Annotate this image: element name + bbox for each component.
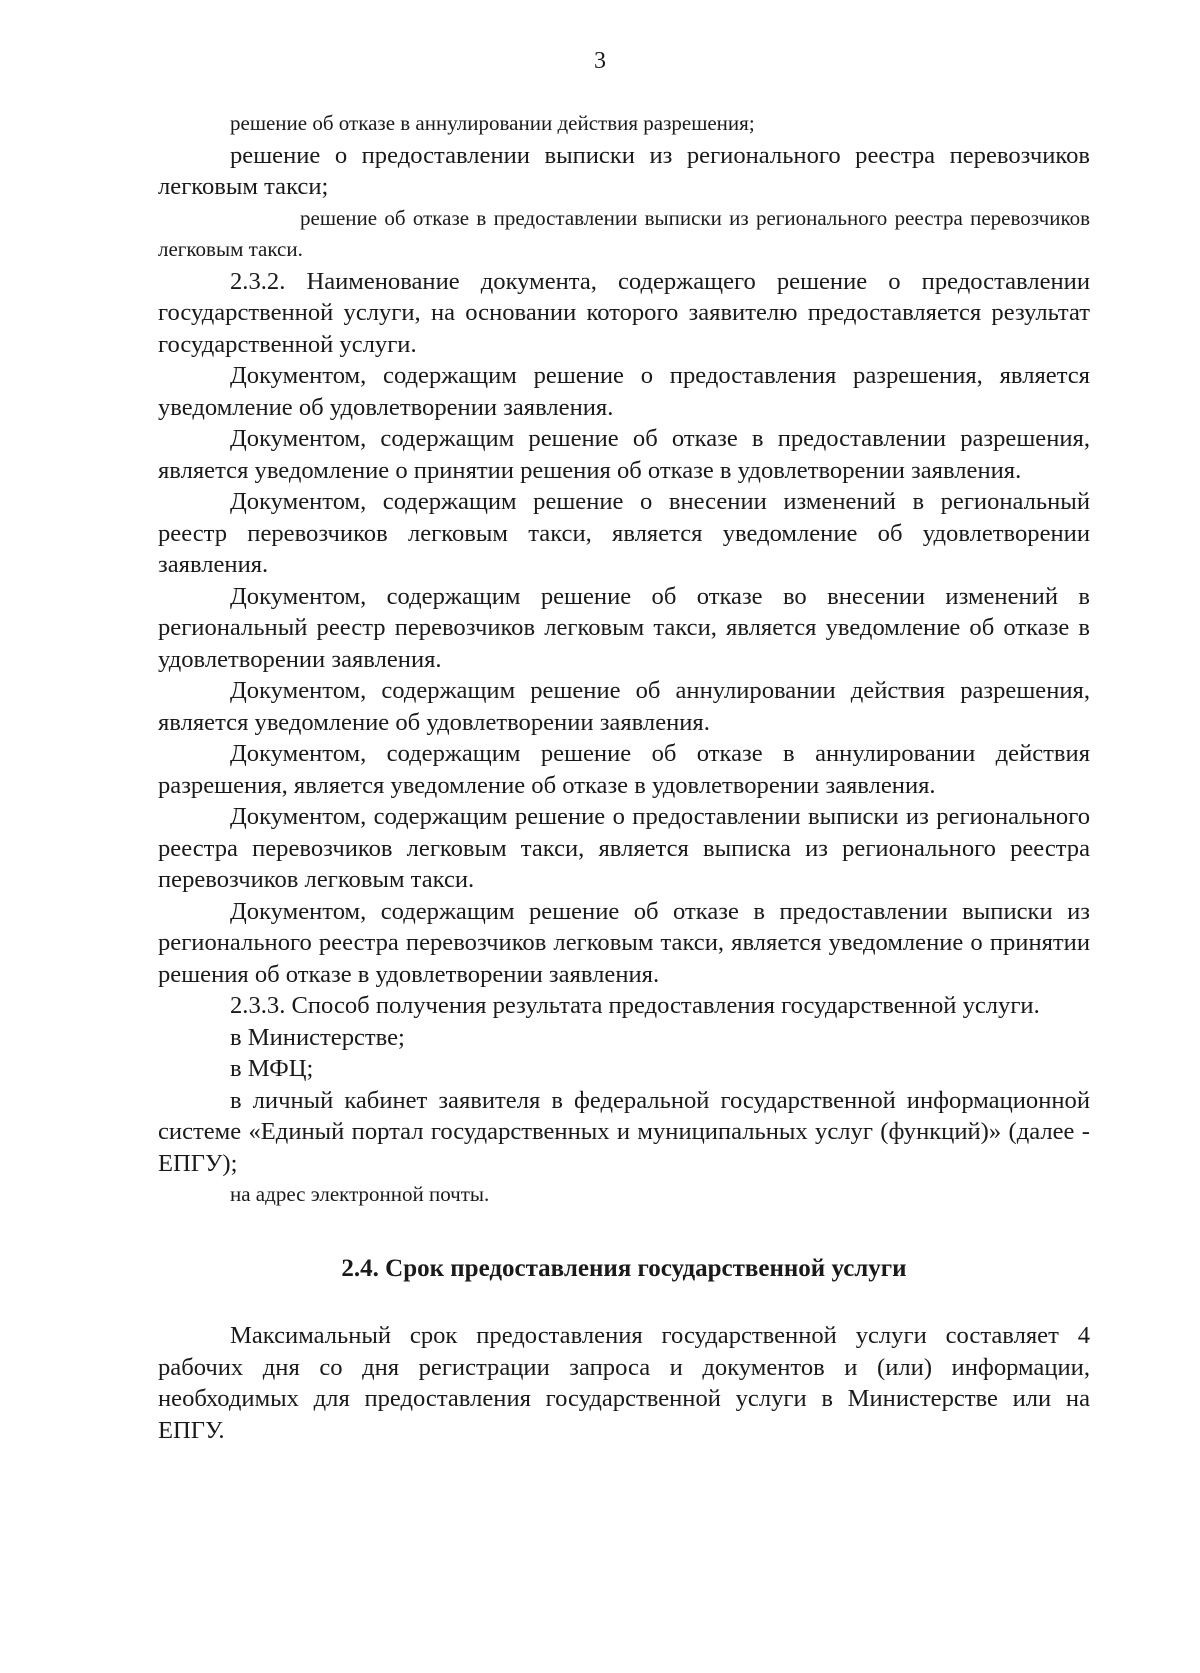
paragraph: Документом, содержащим решение об отказе в аннулировании действия разрешения, является уведомление об отказе в удовлетворении заявления.: [158, 740, 1090, 799]
paragraph: Документом, содержащим решение о предоставления разрешения, является уведомление об удовлетворении заявления.: [158, 362, 1090, 421]
paragraph: в Министерстве;: [230, 1023, 405, 1051]
paragraph: Документом, содержащим решение об отказе во внесении изменений в региональный реестр перевозчиков легковым такси, является уведомление об отказе в удовлетворении заявления.: [158, 582, 1090, 673]
paragraph: Документом, содержащим решение о внесении изменений в региональный реестр перевозчиков легковым такси, является уведомление об удовлетворении заявления.: [158, 488, 1090, 578]
paragraph: на адрес электронной почты.: [230, 1182, 490, 1206]
paragraph: 2.3.3. Способ получения результата предоставления государственной услуги.: [230, 992, 1040, 1019]
paragraph: Документом, содержащим решение об отказе в предоставлении выписки из регионального реестра перевозчиков легковым такси, является уведомление о принятии решения об отказе в удовлетворении заявления.: [158, 897, 1090, 988]
paragraph: в личный кабинет заявителя в федеральной государственной информационной системе «Единый портал государственных и муниципальных услуг (функций)» (далее - ЕПГУ);: [158, 1086, 1090, 1177]
page-number: 3: [594, 48, 606, 74]
paragraph: решение о предоставлении выписки из регионального реестра перевозчиков легковым такси;: [158, 141, 1090, 200]
paragraph: Максимальный срок предоставления государственной услуги составляет 4 рабочих дня со дня регистрации запроса и документов и (или) информации, необходимых для предоставления государственной услуги в Министерстве или на ЕПГУ.: [158, 1322, 1090, 1444]
paragraph: 2.3.2. Наименование документа, содержащего решение о предоставлении государственной услуги, на основании которого заявителю предоставляется результат государственной услуги.: [158, 267, 1090, 358]
paragraphs-top: [158, 108, 1090, 1211]
paragraphs-bottom: [158, 1320, 1090, 1446]
paragraph: Документом, содержащим решение об аннулировании действия разрешения, является уведомление об удовлетворении заявления.: [158, 677, 1090, 736]
paragraph: в МФЦ;: [230, 1055, 314, 1082]
section-heading: 2.4. Срок предоставления государственной услуги: [341, 1254, 907, 1282]
paragraph: Документом, содержащим решение об отказе в предоставлении разрешения, является уведомление о принятии решения об отказе в удовлетворении заявления.: [158, 425, 1090, 484]
document-body: [158, 108, 1090, 1446]
paragraph: решение об отказе в аннулировании действия разрешения;: [230, 111, 755, 135]
paragraph: Документом, содержащим решение о предоставлении выписки из регионального реестра перевозчиков легковым такси, является выписка из регионального реестра перевозчиков легковым такси.: [158, 803, 1090, 893]
paragraph: решение об отказе в предоставлении выписки из регионального реестра перевозчиков легковым такси.: [158, 205, 1090, 261]
